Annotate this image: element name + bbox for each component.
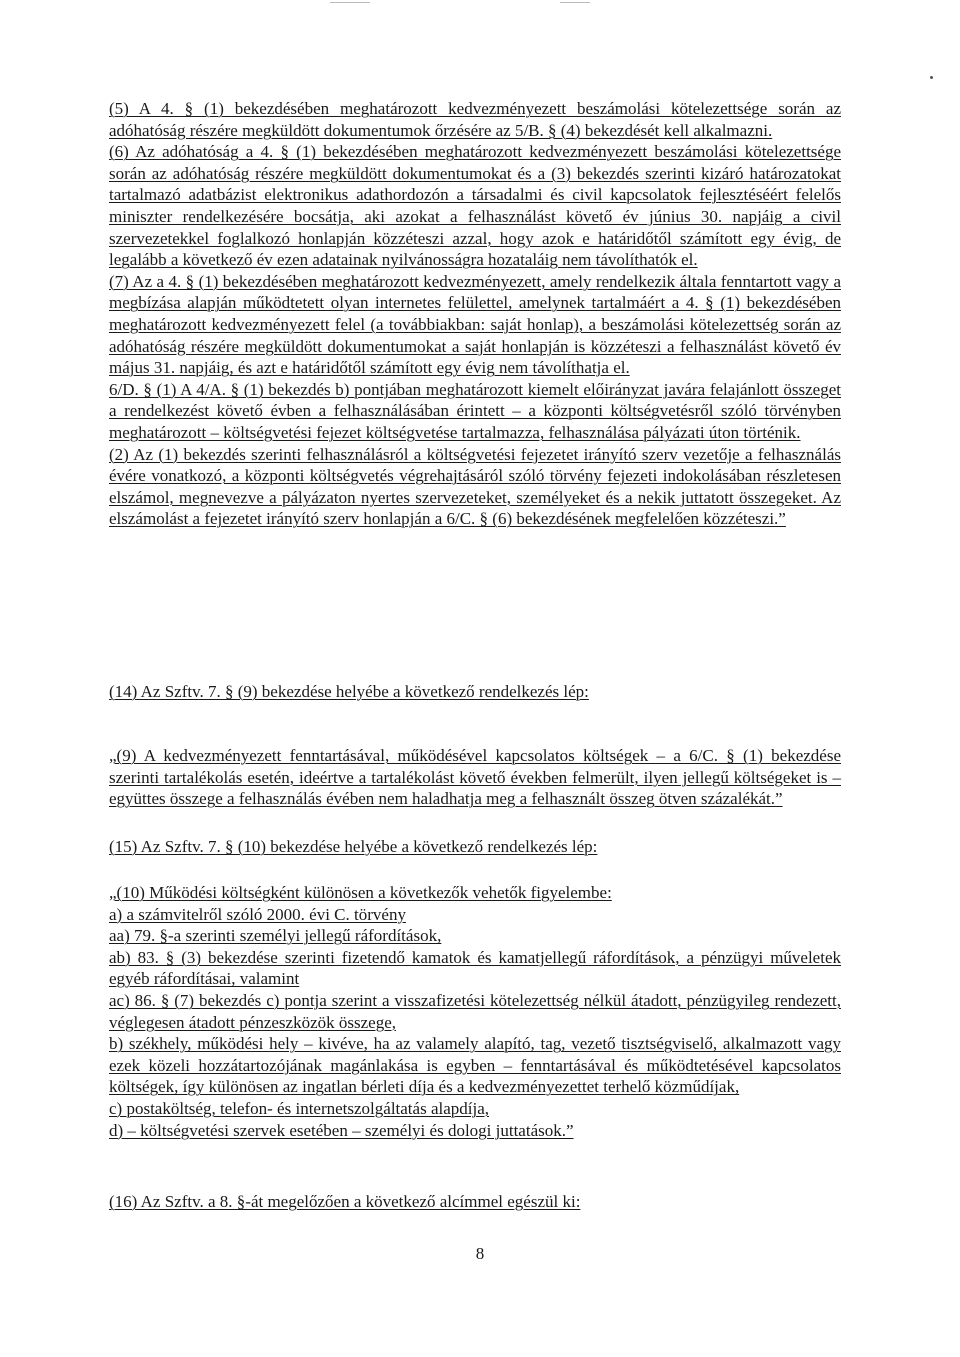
scan-artifact [560,2,590,3]
section-14-text [109,745,841,810]
list-item-ac: ac) 86. § (7) bekezdés c) pontja szerint a visszafizetési kötelezettség nélkül átadott, pénzügyileg rendezett, véglegesen átadott pénzeszközök összege, [109,990,841,1032]
paragraph-6: (6) Az adóhatóság a 4. § (1) bekezdésében meghatározott kedvezményezett beszámolási kötelezettsége során az adóhatóság részére megküldött dokumentumokat és a (3) bekezdés szerinti kizáró határozatokat tartalmazó adatbázist elektronikus adathordozón a társadalmi és civil kapcsolatok fejlesztéséért felelős miniszter rendelkezésére bocsátja, aki azokat a felhasználást követő év június 30. napjáig a civil szervezetekkel foglalkozó honlapján közzéteszi azzal, hogy azok e határidőtől számított egy évig, de legalább a következő év ezen adatainak nyilvánosságra hozataláig nem távolíthatók el. [109,142,841,270]
section-14-heading: (14) Az Szftv. 7. § (9) bekezdése helyébe a következő rendelkezés lép: [109,682,589,701]
section-15-list [109,882,841,1141]
main-text-block [109,98,841,530]
list-item-d: d) – költségvetési szervek esetében – személyi és dologi juttatások.” [109,1120,574,1140]
list-item-a: a) a számvitelről szóló 2000. évi C. törvény [109,904,406,924]
paragraph-5: (5) A 4. § (1) bekezdésében meghatározott kedvezményezett beszámolási kötelezettsége során az adóhatóság részére megküldött dokumentumok őrzésére az 5/B. § (4) bekezdését kell alkalmazni. [109,99,841,140]
paragraph-6d-2: (2) Az (1) bekezdés szerinti felhasználásról a költségvetési fejezetet irányító szerv vezetője a felhasználás évére vonatkozó, a központi költségvetés végrehajtásáról szóló törvény fejezeti indokolásában részletesen elszámol, megnevezve a pályázaton nyertes szervezeteket, személyeket és a nekik juttatott összegeket. Az elszámolást a fejezetet irányító szerv honlapján a 6/C. § (6) bekezdésének megfelelően közzéteszi.” [109,444,841,529]
section-16-heading: (16) Az Szftv. a 8. §-át megelőzően a következő alcímmel egészül ki: [109,1192,581,1211]
page-number: 8 [475,1244,485,1263]
list-item-b: b) székhely, működési hely – kivéve, ha az valamely alapító, tag, vezető tisztségviselő, alkalmazott vagy ezek közeli hozzátartozójának magánlakása is egyben – fenntartásával és működtetésével kapcsolatos költségek, így különösen az ingatlan bérleti díja és a kedvezményezettet terhelő közműdíjak, [109,1034,841,1097]
list-item-c: c) postaköltség, telefon- és internetszolgáltatás alapdíja, [109,1098,490,1118]
paragraph-7: (7) Az a 4. § (1) bekezdésében meghatározott kedvezményezett, amely rendelkezik általa fenntartott vagy a megbízása alapján működtetett olyan internetes felülettel, amelynek tartalmáért a 4. § (1) bekezdésében meghatározott kedvezményezett felel (a továbbiakban: saját honlap), a beszámolási kötelezettség során az adóhatóság részére megküldött dokumentumokat a saját honlapján is közzéteszi a felhasználást követő év május 31. napjáig, és azt e határidőtől számított egy évig nem távolíthatja el. [109,271,841,378]
scan-speck [930,76,933,79]
list-intro: „(10) Működési költségként különösen a következők vehetők figyelembe: [109,883,612,902]
list-item-aa: aa) 79. §-a szerinti személyi jellegű ráfordítások, [109,926,442,946]
paragraph-6d-1: 6/D. § (1) A 4/A. § (1) bekezdés b) pontjában meghatározott kiemelt előirányzat javára felajánlott összeget a rendelkezést követő évben a felhasználásában érintett – a központi költségvetésről szóló törvényben meghatározott – költségvetési fejezet költségvetése tartalmazza, felhasználása pályázati úton történik. [109,379,841,442]
scan-artifact [330,2,370,3]
list-item-ab: ab) 83. § (3) bekezdése szerinti fizetendő kamatok és kamatjellegű ráfordítások, a pénzügyi műveletek egyéb ráfordításai, valamint [109,947,841,989]
section-14-paragraph: „(9) A kedvezményezett fenntartásával, működésével kapcsolatos költségek – a 6/C. § (1) bekezdése szerinti tartalékolás esetén, ideértve a tartalékolást követő években felmerült, ilyen jellegű költségeket is – együttes összege a felhasználás évében nem haladhatja meg a felhasznált összeg ötven százalékát.” [109,746,841,809]
section-15-heading: (15) Az Szftv. 7. § (10) bekezdése helyébe a következő rendelkezés lép: [109,837,598,856]
